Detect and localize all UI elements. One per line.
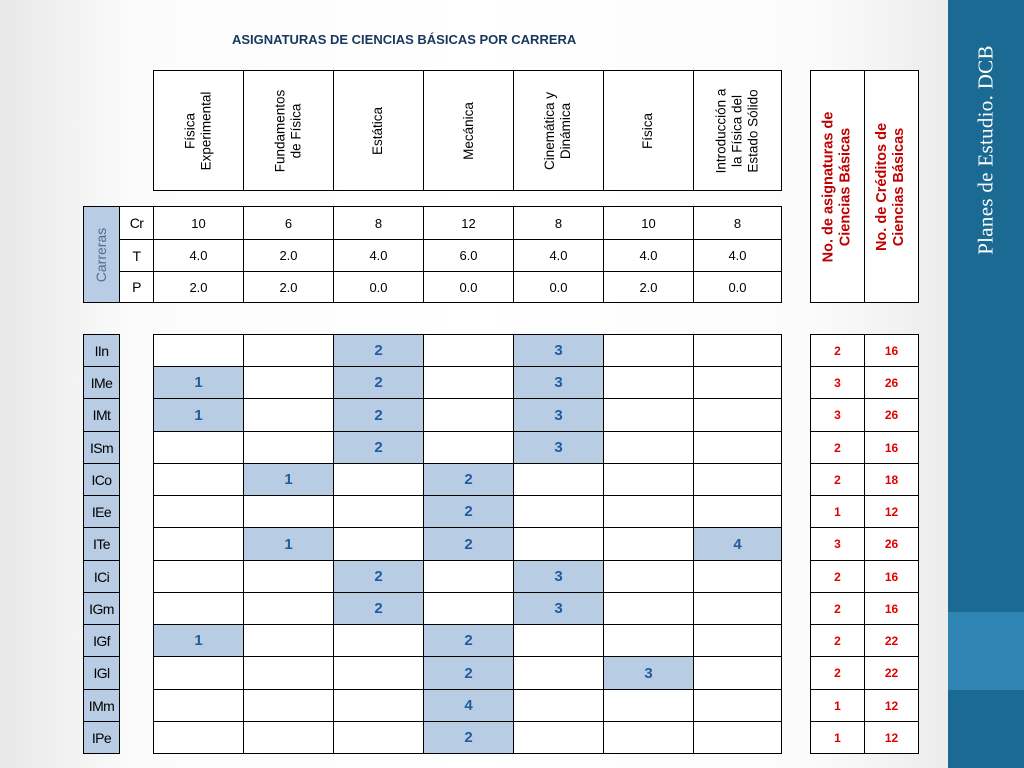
career-cell — [693, 527, 782, 561]
career-cell — [153, 560, 244, 593]
career-code-text: ITe — [93, 536, 110, 552]
subjects-count — [810, 398, 865, 432]
vertical-label — [875, 122, 909, 250]
career-cell — [513, 527, 604, 561]
credit-cell — [243, 206, 334, 240]
career-cell — [603, 431, 694, 464]
career-code — [83, 527, 120, 561]
subject-header — [243, 70, 334, 191]
label-line: Estado Sólido — [745, 88, 761, 173]
label-line: la Física del — [729, 94, 745, 167]
credits-count-text: 12 — [884, 730, 899, 745]
career-cell — [243, 463, 334, 496]
career-cell — [243, 721, 334, 754]
credit-cell-text: 8 — [554, 215, 563, 231]
career-cell — [243, 560, 334, 593]
credit-cell — [243, 239, 334, 272]
career-cell — [603, 689, 694, 722]
career-code-text: ICi — [93, 568, 110, 585]
credits-count — [864, 689, 919, 722]
career-cell-text: 3 — [554, 600, 563, 617]
vertical-label — [182, 91, 214, 170]
career-code-text: IMm — [88, 697, 115, 714]
career-cell — [693, 592, 782, 625]
career-code-text: IGl — [93, 665, 110, 681]
summary-header — [810, 70, 865, 303]
subject-header — [693, 70, 782, 191]
credits-count — [864, 398, 919, 432]
credit-cell-text: 0.0 — [459, 279, 478, 295]
credit-cell — [513, 271, 604, 303]
subjects-count-text: 1 — [834, 730, 841, 745]
credits-count — [864, 366, 919, 399]
credit-cell — [153, 239, 244, 272]
subjects-count — [810, 721, 865, 754]
credit-cell-text: 8 — [733, 215, 742, 231]
credits-count-text: 22 — [884, 633, 899, 648]
career-cell — [603, 527, 694, 561]
career-code-text: IGm — [89, 600, 114, 617]
career-code-text: IMt — [92, 407, 111, 423]
credit-cell — [423, 239, 514, 272]
vertical-label — [714, 88, 762, 173]
career-cell-text: 2 — [464, 729, 473, 746]
career-cell — [153, 624, 244, 657]
career-cell — [603, 495, 694, 528]
credit-cell — [603, 271, 694, 303]
credit-cell — [423, 206, 514, 240]
career-cell — [513, 398, 604, 432]
career-cell — [423, 334, 514, 367]
career-code — [83, 398, 120, 432]
career-cell — [153, 592, 244, 625]
label-line: de Física — [288, 103, 304, 158]
subjects-count — [810, 366, 865, 399]
career-cell — [423, 624, 514, 657]
career-cell — [333, 398, 424, 432]
credits-count-text: 26 — [884, 375, 899, 390]
career-cell — [333, 592, 424, 625]
subjects-count-text: 3 — [834, 537, 841, 551]
subjects-count — [810, 431, 865, 464]
subject-header — [513, 70, 604, 191]
career-cell — [243, 624, 334, 657]
career-cell-text: 3 — [554, 439, 563, 456]
credit-cell — [693, 206, 782, 240]
career-cell-text: 3 — [644, 664, 653, 682]
career-cell-text: 2 — [464, 664, 473, 682]
label-line: Fundamentos — [272, 89, 288, 172]
subjects-count-text: 3 — [834, 375, 841, 390]
career-cell-text: 2 — [374, 406, 383, 424]
career-cell — [153, 527, 244, 561]
credit-cell — [603, 206, 694, 240]
career-cell-text: 2 — [464, 535, 473, 553]
label-line: Introducción a — [713, 88, 729, 173]
credits-count — [864, 560, 919, 593]
credit-cell-text: 10 — [191, 215, 206, 231]
career-cell — [423, 495, 514, 528]
career-cell — [423, 463, 514, 496]
career-cell — [333, 495, 424, 528]
subjects-count-text: 2 — [834, 633, 841, 648]
career-cell — [693, 431, 782, 464]
credit-cell-text: 8 — [374, 215, 383, 231]
career-code — [83, 592, 120, 625]
credit-cell-text: 2.0 — [279, 279, 298, 295]
career-cell — [333, 624, 424, 657]
subjects-count-text: 2 — [834, 343, 841, 358]
career-cell — [153, 463, 244, 496]
subjects-count-text: 2 — [834, 569, 841, 584]
vertical-label — [371, 106, 387, 154]
subject-header — [603, 70, 694, 191]
career-code — [83, 624, 120, 657]
credit-cell-text: 0.0 — [549, 279, 568, 295]
career-cell-text: 2 — [374, 342, 383, 359]
credits-count-text: 16 — [884, 440, 899, 455]
career-cell — [243, 592, 334, 625]
career-cell — [513, 463, 604, 496]
career-cell — [513, 624, 604, 657]
career-code-text: IMe — [90, 374, 113, 391]
career-cell — [423, 527, 514, 561]
career-cell — [603, 463, 694, 496]
career-code — [83, 495, 120, 528]
credit-cell — [513, 206, 604, 240]
career-code-text: IPe — [91, 729, 112, 746]
career-cell-text: 1 — [284, 471, 293, 488]
credits-count-text: 12 — [884, 504, 899, 519]
subjects-count-text: 2 — [834, 601, 841, 616]
credit-cell-text: 12 — [461, 215, 476, 231]
career-cell-text: 1 — [194, 406, 203, 424]
subjects-count — [810, 656, 865, 690]
credits-count-text: 26 — [884, 408, 899, 422]
credits-count-text: 26 — [884, 537, 899, 551]
career-cell — [243, 366, 334, 399]
career-cell — [603, 592, 694, 625]
career-cell — [513, 592, 604, 625]
career-cell — [513, 656, 604, 690]
career-cell — [693, 624, 782, 657]
credits-count-text: 18 — [884, 472, 899, 487]
career-cell — [513, 560, 604, 593]
label-line: Ciencias Básicas — [891, 127, 908, 246]
career-cell — [333, 689, 424, 722]
subjects-count-text: 2 — [834, 472, 841, 487]
credit-cell-text: 6 — [284, 215, 293, 231]
career-cell — [153, 656, 244, 690]
career-cell-text: 2 — [464, 471, 473, 488]
career-cell — [153, 366, 244, 399]
career-cell — [513, 431, 604, 464]
career-cell — [603, 721, 694, 754]
vertical-label — [273, 89, 305, 172]
career-code-text: IIn — [94, 342, 109, 359]
career-cell — [243, 334, 334, 367]
credits-count-text: 16 — [884, 343, 899, 358]
career-cell-text: 3 — [554, 406, 563, 424]
credit-cell-text: 2.0 — [639, 279, 658, 295]
subject-header — [153, 70, 244, 191]
career-code — [83, 656, 120, 690]
career-cell-text: 4 — [464, 697, 473, 714]
label-line: Cinemática y — [542, 91, 558, 170]
career-cell-text: 3 — [554, 568, 563, 585]
career-cell — [243, 527, 334, 561]
career-code — [83, 431, 120, 464]
career-code-text: ICo — [91, 471, 112, 488]
credit-cell — [153, 271, 244, 303]
credit-cell-text: 4.0 — [189, 248, 208, 263]
career-cell — [153, 721, 244, 754]
career-cell — [153, 689, 244, 722]
career-cell-text: 2 — [464, 503, 473, 520]
career-cell — [333, 334, 424, 367]
subjects-count — [810, 334, 865, 367]
credit-row-label — [119, 239, 154, 272]
credit-cell — [333, 239, 424, 272]
career-cell — [333, 463, 424, 496]
subjects-count-text: 2 — [834, 440, 841, 455]
credits-count-text: 22 — [884, 666, 899, 680]
career-cell — [603, 366, 694, 399]
subject-header — [423, 70, 514, 191]
career-cell — [423, 560, 514, 593]
career-cell — [693, 366, 782, 399]
career-cell — [513, 689, 604, 722]
career-cell-text: 3 — [554, 342, 563, 359]
page-title: ASIGNATURAS DE CIENCIAS BÁSICAS POR CARRERA — [232, 32, 577, 47]
credits-count — [864, 624, 919, 657]
career-cell — [153, 334, 244, 367]
career-cell — [603, 398, 694, 432]
career-cell — [333, 431, 424, 464]
summary-header — [864, 70, 919, 303]
career-cell — [423, 431, 514, 464]
credit-cell-text: 0.0 — [728, 279, 747, 295]
credit-cell-text: 4.0 — [639, 248, 658, 263]
subjects-count — [810, 560, 865, 593]
credit-cell-text: 4.0 — [728, 248, 747, 263]
credits-count-text: 16 — [884, 601, 899, 616]
credit-cell — [693, 271, 782, 303]
career-cell — [693, 463, 782, 496]
credit-cell — [693, 239, 782, 272]
subjects-count-text: 3 — [834, 408, 841, 422]
subjects-count — [810, 527, 865, 561]
career-cell — [333, 527, 424, 561]
career-cell — [153, 398, 244, 432]
subjects-count — [810, 495, 865, 528]
career-cell — [603, 624, 694, 657]
credit-cell-text: 6.0 — [459, 248, 478, 263]
credits-count — [864, 431, 919, 464]
label-line: Física — [640, 112, 656, 149]
label-line: Experimental — [198, 91, 214, 170]
career-code — [83, 334, 120, 367]
career-code — [83, 721, 120, 754]
credit-row-label-text: T — [132, 247, 141, 264]
career-code — [83, 463, 120, 496]
career-cell — [603, 334, 694, 367]
credit-cell-text: 4.0 — [549, 248, 568, 263]
career-cell — [423, 398, 514, 432]
credit-cell — [333, 206, 424, 240]
label-line: Ciencias Básicas — [837, 127, 854, 246]
career-cell — [243, 656, 334, 690]
carreras-label — [83, 206, 120, 303]
subjects-count-text: 1 — [834, 504, 841, 519]
credit-cell-text: 4.0 — [369, 248, 388, 263]
credits-count — [864, 592, 919, 625]
career-cell-text: 1 — [194, 632, 203, 649]
credits-count — [864, 721, 919, 754]
label-line: Estática — [370, 106, 386, 155]
label-line: No. de Créditos de — [874, 122, 891, 251]
credit-cell-text: 2.0 — [189, 279, 208, 295]
career-code-text: IEe — [91, 503, 112, 520]
label-line: Mecánica — [460, 101, 476, 160]
credit-cell — [423, 271, 514, 303]
carreras-text: Carreras — [93, 227, 110, 282]
career-cell — [333, 721, 424, 754]
credits-count-text: 12 — [884, 698, 899, 713]
career-cell-text: 2 — [374, 600, 383, 617]
career-cell — [423, 656, 514, 690]
vertical-label — [543, 91, 575, 169]
career-cell — [153, 431, 244, 464]
career-cell — [243, 495, 334, 528]
label-line: Dinámica — [558, 102, 574, 159]
credits-count — [864, 463, 919, 496]
career-cell — [423, 366, 514, 399]
vertical-label — [461, 102, 477, 160]
career-cell — [693, 495, 782, 528]
career-code — [83, 366, 120, 399]
career-code-text: IGf — [93, 632, 110, 649]
credit-cell — [153, 206, 244, 240]
credit-row-label-text: P — [132, 279, 141, 295]
credit-cell-text: 10 — [641, 215, 656, 231]
label-line: Física — [182, 112, 198, 149]
career-cell — [603, 656, 694, 690]
career-cell — [243, 431, 334, 464]
career-code — [83, 689, 120, 722]
sidebar-accent — [948, 612, 1024, 690]
credits-count — [864, 334, 919, 367]
career-cell — [423, 721, 514, 754]
credit-cell — [513, 239, 604, 272]
career-cell — [333, 366, 424, 399]
career-cell — [333, 656, 424, 690]
subjects-count — [810, 592, 865, 625]
career-cell — [603, 560, 694, 593]
credit-row-label-text: Cr — [129, 215, 144, 231]
credit-cell — [243, 271, 334, 303]
career-code — [83, 560, 120, 593]
career-cell — [423, 689, 514, 722]
career-cell — [693, 398, 782, 432]
label-line: No. de asignaturas de — [820, 111, 837, 262]
subject-header — [333, 70, 424, 191]
career-cell-text: 2 — [374, 439, 383, 456]
career-cell-text: 2 — [464, 632, 473, 649]
career-cell-text: 2 — [374, 374, 383, 391]
career-cell — [243, 689, 334, 722]
credits-count-text: 16 — [884, 569, 899, 584]
credits-count — [864, 495, 919, 528]
career-cell — [513, 721, 604, 754]
career-cell-text: 2 — [374, 568, 383, 585]
career-cell — [693, 334, 782, 367]
career-cell — [153, 495, 244, 528]
career-cell — [243, 398, 334, 432]
career-cell — [513, 495, 604, 528]
subjects-count — [810, 689, 865, 722]
credits-count — [864, 527, 919, 561]
career-cell-text: 3 — [554, 374, 563, 391]
vertical-label — [640, 112, 656, 148]
career-cell — [693, 689, 782, 722]
career-cell-text: 1 — [284, 535, 293, 553]
credit-row-label — [119, 206, 154, 240]
subjects-count-text: 1 — [834, 698, 841, 713]
career-cell — [693, 721, 782, 754]
subjects-count — [810, 463, 865, 496]
career-cell-text: 4 — [733, 535, 742, 553]
credit-cell — [333, 271, 424, 303]
credit-cell — [603, 239, 694, 272]
career-cell — [423, 592, 514, 625]
subjects-count — [810, 624, 865, 657]
sidebar-title: Planes de Estudio. DCB — [973, 45, 998, 255]
vertical-label — [821, 111, 855, 262]
career-cell — [513, 366, 604, 399]
career-cell — [693, 560, 782, 593]
career-cell — [513, 334, 604, 367]
subjects-count-text: 2 — [834, 666, 841, 680]
career-cell — [333, 560, 424, 593]
credit-row-label — [119, 271, 154, 303]
credit-cell-text: 0.0 — [369, 279, 388, 295]
credit-cell-text: 2.0 — [279, 248, 298, 263]
career-cell-text: 1 — [194, 374, 203, 391]
career-code-text: ISm — [89, 439, 114, 456]
career-cell — [693, 656, 782, 690]
credits-count — [864, 656, 919, 690]
